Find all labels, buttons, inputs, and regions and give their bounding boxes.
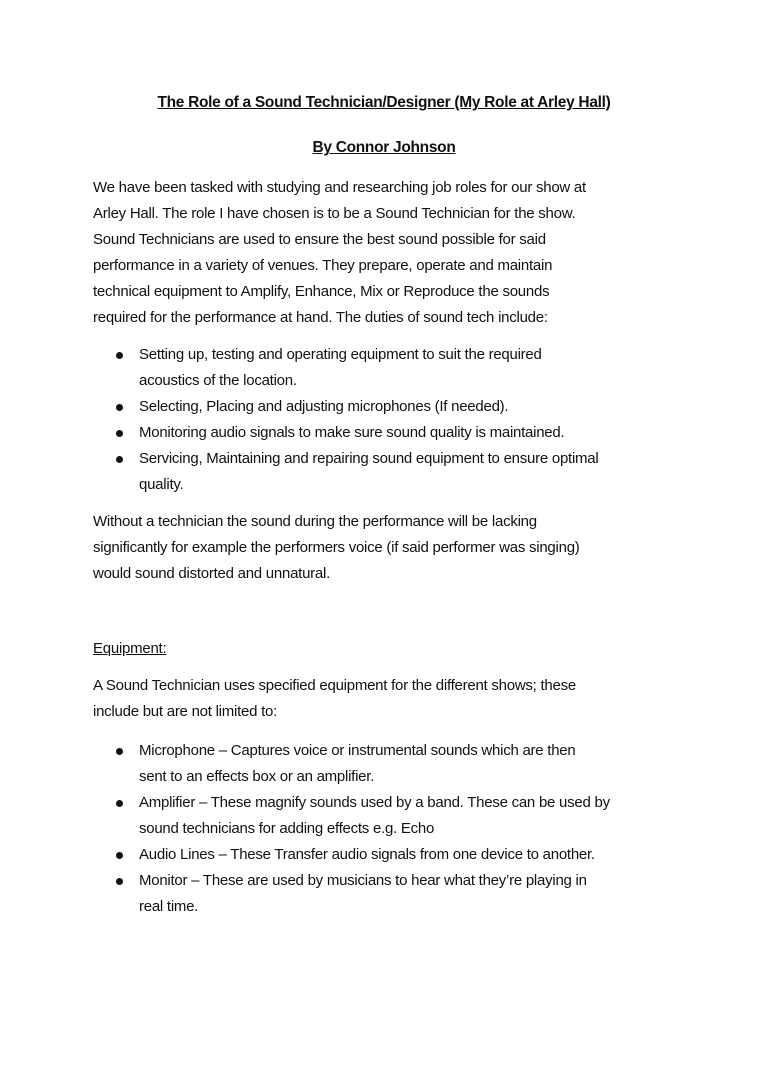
- text-line: Microphone – Captures voice or instrumental sounds which are then: [139, 742, 576, 759]
- text-line: Setting up, testing and operating equipment to suit the required: [139, 346, 542, 363]
- document-title: The Role of a Sound Technician/Designer (My Role at Arley Hall): [157, 94, 611, 111]
- text-line: Without a technician the sound during the performance will be lacking: [93, 513, 537, 530]
- text-line: include but are not limited to:: [93, 703, 278, 720]
- list-item: [114, 342, 598, 394]
- text-line: Amplifier – These magnify sounds used by a band. These can be used by: [139, 794, 610, 811]
- text-line: sent to an effects box or an amplifier.: [139, 768, 375, 785]
- bullet-icon: [116, 800, 123, 807]
- text-line: Servicing, Maintaining and repairing sound equipment to ensure optimal: [139, 450, 599, 467]
- bullet-icon: [116, 404, 123, 411]
- text-line: sound technicians for adding effects e.g. Echo: [139, 820, 435, 837]
- text-line: Arley Hall. The role I have chosen is to be a Sound Technician for the show.: [93, 205, 576, 222]
- text-line: Selecting, Placing and adjusting microphones (If needed).: [139, 398, 509, 415]
- text-line: Sound Technicians are used to ensure the best sound possible for said: [93, 231, 546, 248]
- list-item: [114, 420, 598, 446]
- list-item: [114, 394, 598, 420]
- list-item: [114, 446, 598, 498]
- text-line: A Sound Technician uses specified equipment for the different shows; these: [93, 677, 576, 694]
- bullet-icon: [116, 852, 123, 859]
- text-line: We have been tasked with studying and researching job roles for our show at: [93, 179, 586, 196]
- bullet-icon: [116, 352, 123, 359]
- equipment-list: [114, 738, 610, 920]
- text-line: required for the performance at hand. The duties of sound tech include:: [93, 309, 548, 326]
- equipment-intro: [93, 673, 576, 725]
- equipment-heading: Equipment:: [93, 640, 167, 657]
- text-line: would sound distorted and unnatural.: [93, 565, 331, 582]
- list-item: [114, 738, 610, 790]
- text-line: real time.: [139, 898, 199, 915]
- bullet-icon: [116, 878, 123, 885]
- text-line: technical equipment to Amplify, Enhance, Mix or Reproduce the sounds: [93, 283, 550, 300]
- duties-list: [114, 342, 598, 498]
- text-line: Monitor – These are used by musicians to hear what they’re playing in: [139, 872, 587, 889]
- bullet-icon: [116, 430, 123, 437]
- list-item: [114, 868, 610, 920]
- list-item: [114, 790, 610, 842]
- text-line: significantly for example the performers voice (if said performer was singing): [93, 539, 580, 556]
- text-line: Audio Lines – These Transfer audio signals from one device to another.: [139, 846, 595, 863]
- text-line: acoustics of the location.: [139, 372, 297, 389]
- text-line: Monitoring audio signals to make sure sound quality is maintained.: [139, 424, 565, 441]
- bullet-icon: [116, 456, 123, 463]
- text-line: quality.: [139, 476, 184, 493]
- intro-paragraph: [93, 175, 586, 331]
- byline: By Connor Johnson: [312, 139, 456, 156]
- without-paragraph: [93, 509, 580, 587]
- list-item: [114, 842, 610, 868]
- bullet-icon: [116, 748, 123, 755]
- text-line: performance in a variety of venues. They prepare, operate and maintain: [93, 257, 553, 274]
